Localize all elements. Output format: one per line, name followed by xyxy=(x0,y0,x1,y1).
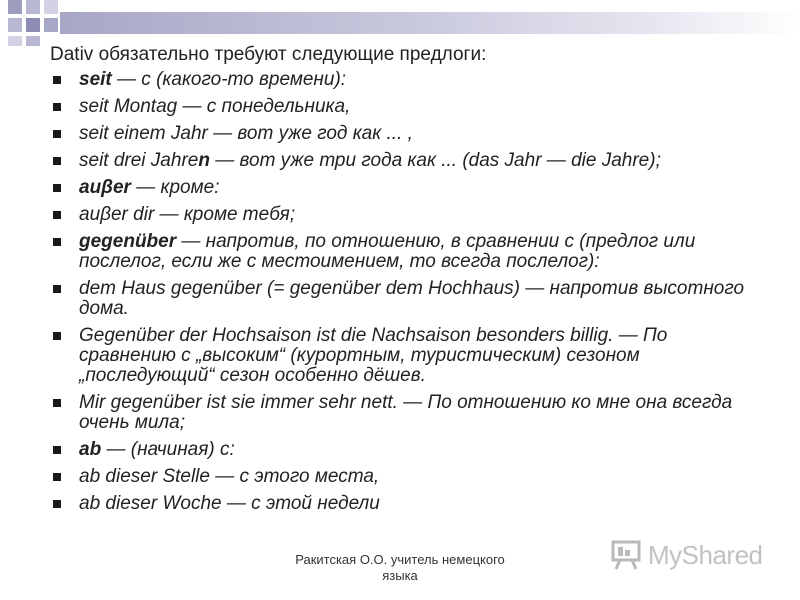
myshared-logo xyxy=(610,538,770,572)
decor-square xyxy=(8,0,22,14)
decor-square xyxy=(26,18,40,32)
item-text: — вот уже три года как ... (das Jahr — die Jahre); xyxy=(209,150,661,171)
list-item xyxy=(50,393,750,433)
item-text: — кроме: xyxy=(130,177,220,198)
item-text: — с (какого-то времени): xyxy=(111,69,347,90)
preposition-list xyxy=(50,70,750,514)
item-text: ab dieser Woche — с этой недели xyxy=(79,493,380,514)
decor-square xyxy=(26,0,40,14)
decor-square xyxy=(44,0,58,14)
list-item xyxy=(50,97,750,117)
list-item xyxy=(50,467,750,487)
item-text: ab dieser Stelle — с этого места, xyxy=(79,466,380,487)
list-item xyxy=(50,494,750,514)
list-item xyxy=(50,70,750,90)
list-item xyxy=(50,205,750,225)
decor-square xyxy=(26,36,40,46)
header-gradient-bar xyxy=(60,12,800,34)
footer-author: Ракитская О.О. учитель немецкого xyxy=(295,552,505,567)
item-keyword: gegenüber xyxy=(79,231,177,252)
decor-square xyxy=(44,18,58,32)
square-bullet-icon xyxy=(53,76,61,84)
square-bullet-icon xyxy=(53,399,61,407)
item-text: Mir gegenüber ist sie immer sehr nett. — По отношению ко мне она всегда очень мила; xyxy=(79,392,733,433)
item-keyword: seit xyxy=(79,69,112,90)
item-text: Gegenüber der Hochsaison ist die Nachsaison besonders billig. — По сравнению с „высоким“ (курортным, туристическим) сезоном „последующий“ сезон особенно дёшев. xyxy=(79,325,668,386)
item-text: seit drei Jahre xyxy=(79,150,199,171)
square-bullet-icon xyxy=(53,446,61,454)
list-item xyxy=(50,326,750,386)
square-bullet-icon xyxy=(53,285,61,293)
square-bullet-icon xyxy=(53,500,61,508)
slide-heading: Dativ обязательно требуют следующие предлоги: xyxy=(50,44,487,65)
square-bullet-icon xyxy=(53,130,61,138)
item-text: auβer dir — кроме тебя; xyxy=(79,204,296,225)
square-bullet-icon xyxy=(53,184,61,192)
presentation-board-icon xyxy=(610,538,644,572)
item-text: seit Montag — с понедельника, xyxy=(79,96,351,117)
list-item xyxy=(50,440,750,460)
item-keyword: ab xyxy=(79,439,102,460)
slide-footer xyxy=(280,552,520,584)
square-bullet-icon xyxy=(53,473,61,481)
list-item xyxy=(50,279,750,319)
slide-content xyxy=(50,44,750,521)
item-keyword: auβer xyxy=(79,177,131,198)
item-text: — напротив, по отношению, в сравнении с (предлог или послелог, если же с местоимением, то всегда послелог): xyxy=(79,231,696,272)
list-item xyxy=(50,232,750,272)
square-bullet-icon xyxy=(53,332,61,340)
item-text: — (начиная) с: xyxy=(101,439,235,460)
title-decoration xyxy=(0,0,800,48)
square-bullet-icon xyxy=(53,211,61,219)
item-bold-letter: n xyxy=(198,150,210,171)
square-bullet-icon xyxy=(53,157,61,165)
list-item xyxy=(50,151,750,171)
square-bullet-icon xyxy=(53,238,61,246)
decor-square xyxy=(8,18,22,32)
decor-square xyxy=(8,36,22,46)
item-text: seit einem Jahr — вот уже год как ... , xyxy=(79,123,413,144)
square-bullet-icon xyxy=(53,103,61,111)
list-item xyxy=(50,124,750,144)
logo-text: MyShared xyxy=(648,540,763,570)
footer-subject: языка xyxy=(382,568,418,583)
list-item xyxy=(50,178,750,198)
item-text: dem Haus gegenüber (= gegenüber dem Hochhaus) — напротив высотного дома. xyxy=(79,278,745,319)
